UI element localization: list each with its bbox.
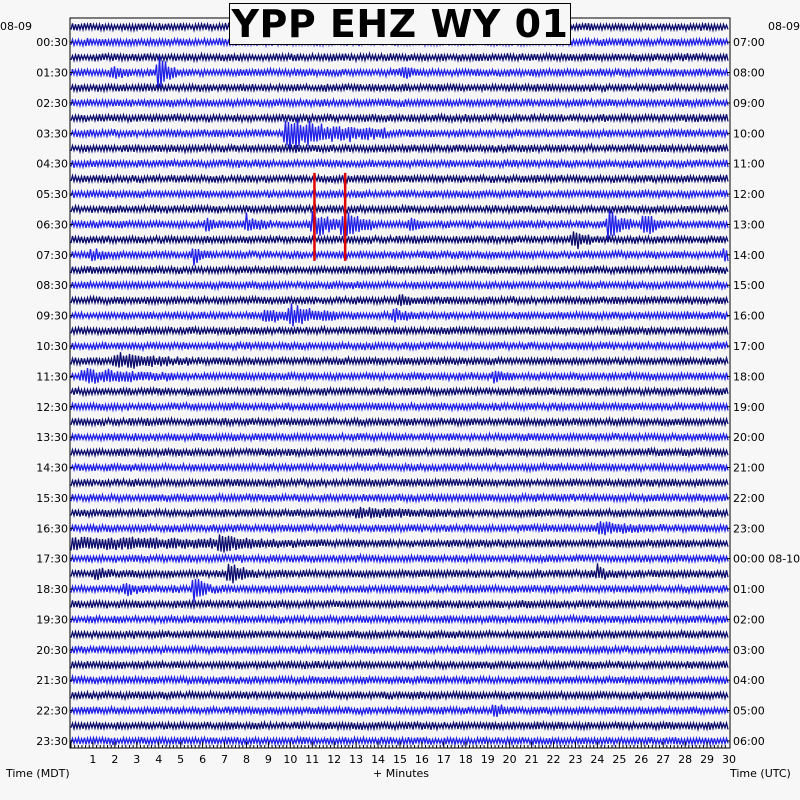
right-time-label: 03:00 — [733, 643, 765, 657]
x-tick-label: 16 — [414, 753, 429, 766]
trace-row-29 — [71, 463, 728, 471]
date-label-left: 08-09 — [0, 20, 32, 33]
right-time-label: 19:00 — [733, 400, 765, 414]
event-marker-group — [314, 173, 345, 261]
trace-row-37 — [71, 579, 728, 602]
right-time-labels — [727, 36, 800, 748]
x-tick-label: 13 — [349, 753, 364, 766]
trace-row-16 — [71, 266, 728, 274]
left-time-label: 22:30 — [36, 704, 68, 718]
left-time-label: 08:30 — [36, 279, 68, 293]
right-time-label: 13:00 — [733, 218, 765, 232]
trace-row-39 — [71, 615, 728, 623]
x-tick-label: 1 — [89, 753, 97, 766]
right-time-label: 18:00 — [733, 370, 765, 384]
right-time-label: 02:00 — [733, 613, 765, 627]
trace-row-46 — [71, 722, 728, 730]
x-tick-label: 27 — [656, 753, 671, 766]
left-time-label: 23:30 — [36, 734, 68, 748]
right-time-label: 09:00 — [733, 96, 765, 110]
left-time-label: 06:30 — [36, 218, 68, 232]
left-time-label: 17:30 — [36, 552, 68, 566]
x-tick-label: 21 — [524, 753, 539, 766]
trace-row-43 — [71, 676, 728, 684]
trace-row-42 — [71, 661, 728, 669]
left-time-label: 11:30 — [36, 370, 68, 384]
left-time-labels — [36, 36, 73, 748]
left-time-label: 07:30 — [36, 248, 68, 262]
trace-row-2 — [71, 53, 728, 61]
right-time-label: 04:00 — [733, 674, 765, 688]
left-time-label: 05:30 — [36, 188, 68, 202]
x-tick-label: 4 — [155, 753, 163, 766]
right-time-label: 00:00 08-10 — [733, 552, 800, 566]
x-tick-label: 30 — [722, 753, 736, 766]
left-time-label: 03:30 — [36, 127, 68, 141]
trace-row-11 — [71, 190, 728, 198]
trace-row-26 — [71, 418, 728, 426]
x-tick-label: 14 — [371, 753, 386, 766]
right-time-label: 22:00 — [733, 491, 765, 505]
right-time-label: 08:00 — [733, 66, 765, 80]
trace-row-36 — [71, 563, 728, 583]
left-time-label: 12:30 — [36, 400, 68, 414]
left-time-label: 01:30 — [36, 66, 68, 80]
trace-row-41 — [71, 646, 728, 654]
trace-row-20 — [71, 327, 728, 335]
left-time-label: 19:30 — [36, 613, 68, 627]
trace-row-18 — [71, 294, 728, 306]
left-time-label: 14:30 — [36, 461, 68, 475]
left-time-label: 02:30 — [36, 96, 68, 110]
x-tick-label: 28 — [678, 753, 693, 766]
x-tick-label: 26 — [634, 753, 649, 766]
right-time-label: 01:00 — [733, 583, 765, 597]
trace-row-22 — [71, 352, 728, 369]
date-label-right: 08-09 — [768, 20, 800, 33]
left-time-label: 09:30 — [36, 309, 68, 323]
left-time-label: 20:30 — [36, 643, 68, 657]
left-time-label: 00:30 — [36, 36, 68, 50]
trace-row-14 — [71, 231, 728, 249]
left-time-label: 21:30 — [36, 674, 68, 688]
x-tick-label: 24 — [590, 753, 605, 766]
trace-row-44 — [71, 691, 728, 699]
trace-row-30 — [71, 479, 728, 487]
left-time-label: 15:30 — [36, 491, 68, 505]
right-time-label: 07:00 — [733, 36, 765, 50]
x-tick-label: 25 — [612, 753, 627, 766]
trace-row-9 — [71, 160, 728, 168]
right-axis-label: Time (UTC) — [730, 767, 791, 780]
right-time-label: 17:00 — [733, 339, 765, 353]
x-tick-label: 17 — [436, 753, 451, 766]
trace-row-32 — [71, 507, 728, 518]
left-axis-label: Time (MDT) — [6, 767, 70, 780]
right-time-label: 11:00 — [733, 157, 765, 171]
chart-title-box — [229, 3, 571, 45]
x-tick-label: 15 — [393, 753, 407, 766]
trace-row-15 — [71, 248, 728, 265]
left-time-label: 04:30 — [36, 157, 68, 171]
left-time-label: 10:30 — [36, 339, 68, 353]
trace-row-6 — [71, 114, 728, 122]
trace-row-28 — [71, 448, 728, 456]
right-time-label: 16:00 — [733, 309, 765, 323]
right-time-label: 05:00 — [733, 704, 765, 718]
x-tick-label: 10 — [283, 753, 298, 766]
trace-row-10 — [71, 175, 728, 183]
right-time-label: 15:00 — [733, 279, 765, 293]
trace-row-8 — [71, 145, 728, 153]
plot-frame — [70, 18, 730, 748]
x-tick-label: 12 — [327, 753, 342, 766]
trace-row-35 — [71, 555, 728, 563]
right-time-label: 21:00 — [733, 461, 765, 475]
trace-row-34 — [71, 534, 728, 552]
x-tick-label: 3 — [133, 753, 141, 766]
x-tick-label: 2 — [111, 753, 119, 766]
x-tick-label: 19 — [480, 753, 495, 766]
trace-row-25 — [71, 403, 728, 411]
x-tick-label: 11 — [305, 753, 320, 766]
right-time-label: 10:00 — [733, 127, 765, 141]
x-axis-ticks — [71, 742, 736, 766]
left-time-label: 13:30 — [36, 431, 68, 445]
trace-row-23 — [71, 368, 728, 384]
x-tick-label: 8 — [242, 753, 250, 766]
trace-row-13 — [71, 211, 728, 240]
trace-row-12 — [71, 205, 728, 213]
x-tick-label: 9 — [264, 753, 272, 766]
trace-row-27 — [71, 433, 728, 441]
right-time-label: 06:00 — [733, 734, 765, 748]
right-time-label: 12:00 — [733, 188, 765, 202]
x-tick-label: 18 — [458, 753, 473, 766]
right-time-label: 14:00 — [733, 248, 765, 262]
trace-row-4 — [71, 84, 728, 92]
x-tick-label: 20 — [502, 753, 517, 766]
trace-row-19 — [71, 303, 728, 326]
trace-row-31 — [71, 494, 728, 502]
x-tick-label: 7 — [221, 753, 229, 766]
chart-title: YPP EHZ WY 01 — [231, 2, 569, 46]
x-tick-label: 22 — [546, 753, 561, 766]
trace-row-33 — [71, 521, 728, 535]
trace-row-24 — [71, 388, 728, 396]
left-time-label: 16:30 — [36, 522, 68, 536]
trace-row-17 — [71, 281, 728, 289]
x-tick-label: 6 — [199, 753, 207, 766]
trace-row-21 — [71, 342, 728, 350]
x-tick-label: 23 — [568, 753, 583, 766]
x-axis-label: + Minutes — [373, 767, 430, 780]
trace-row-5 — [71, 99, 728, 107]
trace-row-38 — [71, 600, 728, 608]
trace-row-40 — [71, 631, 728, 639]
left-time-label: 18:30 — [36, 583, 68, 597]
trace-row-45 — [71, 705, 728, 717]
right-time-label: 23:00 — [733, 522, 765, 536]
x-tick-label: 5 — [177, 753, 185, 766]
trace-group — [71, 23, 728, 745]
x-tick-label: 29 — [700, 753, 715, 766]
right-time-label: 20:00 — [733, 431, 765, 445]
